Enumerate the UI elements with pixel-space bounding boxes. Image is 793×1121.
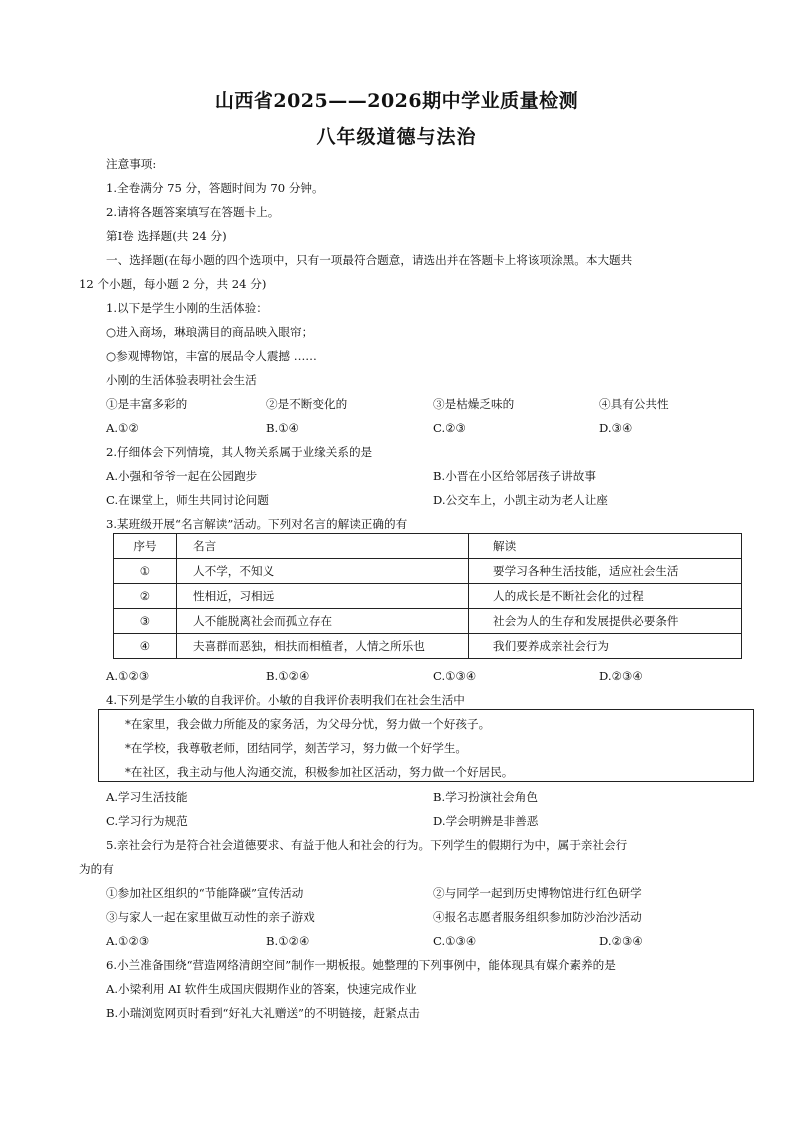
q2-option-c: C.在课堂上，师生共同讨论问题: [106, 493, 269, 507]
instruction-line-2: 12 个小题，每小题 2 分，共 24 分): [79, 277, 267, 291]
exam-subtitle: 八年级道德与法治: [316, 126, 477, 148]
q5-statement-2: ②与同学一起到历史博物馆进行红色研学: [433, 886, 642, 900]
q5-stem-line-1: 5.亲社会行为是符合社会道德要求、有益于他人和社会的行为。下列学生的假期行为中，属于亲社会行: [106, 838, 628, 852]
q6-option-a: A.小梁利用 AI 软件生成国庆假期作业的答案，快速完成作业: [106, 982, 417, 996]
table-cell: 人的成长是不断社会化的过程: [469, 584, 742, 609]
notice-item-2: 2.请将各题答案填写在答题卡上。: [106, 205, 280, 219]
exam-title: 山西省2025——2026期中学业质量检测: [214, 90, 579, 112]
table-row: [114, 634, 742, 659]
q2-option-b: B.小晋在小区给邻居孩子讲故事: [433, 469, 596, 483]
table-header-row: [114, 534, 742, 559]
quote-table: [113, 533, 742, 659]
table-row: [114, 584, 742, 609]
q1-statement-2: ②是不断变化的: [266, 397, 348, 411]
q4-stem: 4.下列是学生小敏的自我评价。小敏的自我评价表明我们在社会生活中: [106, 693, 465, 707]
q5-option-d: D.②③④: [599, 934, 643, 948]
instruction-line-1: 一、选择题(在每小题的四个选项中，只有一项最符合题意，请选出并在答题卡上将该项涂黑。本大题共: [106, 253, 633, 267]
q1-lead: 小刚的生活体验表明社会生活: [106, 373, 257, 387]
table-header-cell: 名言: [177, 534, 469, 559]
q1-option-d: D.③④: [599, 421, 633, 435]
notice-heading: 注意事项:: [106, 157, 157, 171]
table-header-cell: 解读: [469, 534, 742, 559]
q1-statement-3: ③是枯燥乏味的: [433, 397, 515, 411]
q5-stem-line-2: 为的有: [79, 862, 114, 876]
q3-stem: 3.某班级开展“名言解读”活动。下列对名言的解读正确的有: [106, 517, 408, 531]
q1-option-b: B.①④: [266, 421, 299, 435]
q2-stem: 2.仔细体会下列情境，其人物关系属于业缘关系的是: [106, 445, 373, 459]
part-title: 第Ⅰ卷 选择题(共 24 分): [106, 229, 227, 243]
q4-option-a: A.学习生活技能: [106, 790, 188, 804]
table-cell: 夫喜群而恶独，相扶而相植者，人情之所乐也: [177, 634, 469, 659]
q5-option-a: A.①②③: [106, 934, 150, 948]
q1-option-c: C.②③: [433, 421, 466, 435]
table-cell: ④: [114, 634, 177, 659]
q5-option-c: C.①③④: [433, 934, 477, 948]
table-header-cell: 序号: [114, 534, 177, 559]
q1-statement-4: ④具有公共性: [599, 397, 669, 411]
q4-option-d: D.学会明辨是非善恶: [433, 814, 539, 828]
q6-option-b: B.小瑞浏览网页时看到“好礼大礼赠送”的不明链接，赶紧点击: [106, 1006, 420, 1020]
q6-stem: 6.小兰准备围绕“营造网络清朗空间”制作一期板报。她整理的下列事例中，能体现具有媒介素养的是: [106, 958, 616, 972]
q2-option-d: D.公交车上，小凯主动为老人让座: [433, 493, 608, 507]
q5-statement-4: ④报名志愿者服务组织参加防沙治沙活动: [433, 910, 642, 924]
q1-stem: 1.以下是学生小刚的生活体验：: [106, 301, 268, 315]
table-cell: 性相近，习相远: [177, 584, 469, 609]
table-cell: 社会为人的生存和发展提供必要条件: [469, 609, 742, 634]
q4-option-c: C.学习行为规范: [106, 814, 188, 828]
q5-statement-1: ①参加社区组织的“节能降碳”宣传活动: [106, 886, 304, 900]
q1-option-a: A.①②: [106, 421, 139, 435]
q4-evaluation-box: [98, 709, 754, 782]
q4-box-line-3: *在社区，我主动与他人沟通交流，积极参加社区活动，努力做一个好居民。: [125, 765, 514, 779]
q3-option-b: B.①②④: [266, 669, 310, 683]
q4-option-b: B.学习扮演社会角色: [433, 790, 538, 804]
q5-option-b: B.①②④: [266, 934, 310, 948]
table-cell: 我们要养成亲社会行为: [469, 634, 742, 659]
table-cell: ①: [114, 559, 177, 584]
table-cell: 人不学，不知义: [177, 559, 469, 584]
q4-box-line-2: *在学校，我尊敬老师，团结同学，刻苦学习，努力做一个好学生。: [125, 741, 468, 755]
q1-statement-1: ①是丰富多彩的: [106, 397, 188, 411]
table-cell: 要学习各种生活技能，适应社会生活: [469, 559, 742, 584]
q3-option-c: C.①③④: [433, 669, 477, 683]
notice-item-1: 1.全卷满分 75 分，答题时间为 70 分钟。: [106, 181, 324, 195]
q2-option-a: A.小强和爷爷一起在公园跑步: [106, 469, 258, 483]
q3-option-a: A.①②③: [106, 669, 150, 683]
table-row: [114, 559, 742, 584]
q4-box-line-1: *在家里，我会做力所能及的家务活，为父母分忧，努力做一个好孩子。: [125, 717, 491, 731]
table-cell: 人不能脱离社会而孤立存在: [177, 609, 469, 634]
q3-option-d: D.②③④: [599, 669, 643, 683]
q5-statement-3: ③与家人一起在家里做互动性的亲子游戏: [106, 910, 315, 924]
table-row: [114, 609, 742, 634]
table-cell: ③: [114, 609, 177, 634]
q1-experience-1: ○进入商场，琳琅满目的商品映入眼帘；: [106, 325, 314, 339]
table-cell: ②: [114, 584, 177, 609]
q1-experience-2: ○参观博物馆，丰富的展品令人震撼 ……: [106, 349, 317, 363]
